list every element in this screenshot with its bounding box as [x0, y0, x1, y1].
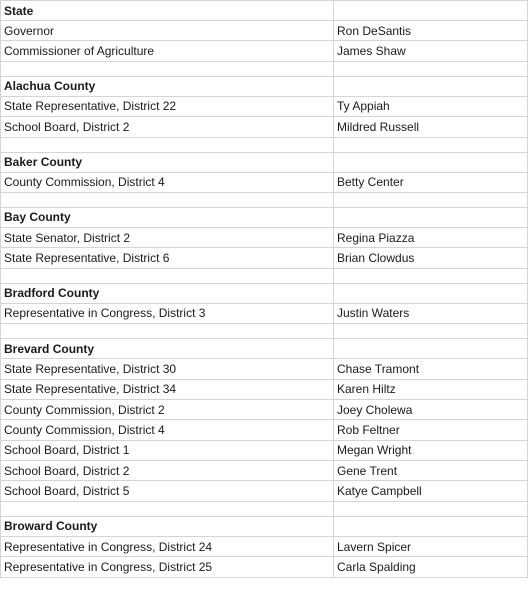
- table-row: [1, 481, 528, 501]
- candidate-cell: Lavern Spicer: [334, 536, 528, 556]
- empty-cell: [1, 61, 334, 76]
- empty-cell: [334, 501, 528, 516]
- table-row: [1, 96, 528, 116]
- table-row: [1, 172, 528, 192]
- section-heading: Alachua County: [1, 76, 334, 96]
- office-cell: School Board, District 2: [1, 117, 334, 137]
- office-cell: Governor: [1, 21, 334, 41]
- table-row: [1, 379, 528, 399]
- spacer-row: [1, 501, 528, 516]
- office-cell: State Representative, District 30: [1, 359, 334, 379]
- spacer-row: [1, 268, 528, 283]
- candidate-cell: Gene Trent: [334, 461, 528, 481]
- office-cell: State Representative, District 6: [1, 248, 334, 268]
- spacer-row: [1, 61, 528, 76]
- office-cell: County Commission, District 4: [1, 172, 334, 192]
- section-header-row: [1, 207, 528, 227]
- empty-cell: [334, 137, 528, 152]
- office-cell: Representative in Congress, District 3: [1, 303, 334, 323]
- spacer-row: [1, 324, 528, 339]
- table-row: [1, 248, 528, 268]
- empty-cell: [334, 324, 528, 339]
- candidate-cell: James Shaw: [334, 41, 528, 61]
- section-heading: Bay County: [1, 207, 334, 227]
- empty-cell: [334, 61, 528, 76]
- candidate-cell: Brian Clowdus: [334, 248, 528, 268]
- table-row: [1, 536, 528, 556]
- empty-cell: [334, 76, 528, 96]
- section-heading: State: [1, 1, 334, 21]
- empty-cell: [334, 339, 528, 359]
- empty-cell: [334, 152, 528, 172]
- empty-cell: [1, 324, 334, 339]
- section-header-row: [1, 516, 528, 536]
- candidate-cell: Joey Cholewa: [334, 399, 528, 419]
- office-cell: County Commission, District 4: [1, 420, 334, 440]
- office-cell: School Board, District 2: [1, 461, 334, 481]
- candidate-cell: Rob Feltner: [334, 420, 528, 440]
- table-row: [1, 227, 528, 247]
- section-header-row: [1, 283, 528, 303]
- table-row: [1, 117, 528, 137]
- empty-cell: [334, 516, 528, 536]
- candidate-cell: Carla Spalding: [334, 557, 528, 577]
- table-row: [1, 41, 528, 61]
- table-row: [1, 21, 528, 41]
- candidate-cell: Ron DeSantis: [334, 21, 528, 41]
- candidate-cell: Karen Hiltz: [334, 379, 528, 399]
- empty-cell: [334, 268, 528, 283]
- section-heading: Baker County: [1, 152, 334, 172]
- office-cell: School Board, District 5: [1, 481, 334, 501]
- table-body: [1, 1, 528, 578]
- empty-cell: [1, 137, 334, 152]
- section-header-row: [1, 1, 528, 21]
- section-heading: Broward County: [1, 516, 334, 536]
- table-row: [1, 303, 528, 323]
- empty-cell: [334, 283, 528, 303]
- section-header-row: [1, 152, 528, 172]
- office-cell: State Representative, District 34: [1, 379, 334, 399]
- candidate-cell: Mildred Russell: [334, 117, 528, 137]
- office-cell: State Representative, District 22: [1, 96, 334, 116]
- table-row: [1, 440, 528, 460]
- office-cell: State Senator, District 2: [1, 227, 334, 247]
- candidate-cell: Chase Tramont: [334, 359, 528, 379]
- section-header-row: [1, 76, 528, 96]
- candidate-cell: Regina Piazza: [334, 227, 528, 247]
- candidate-cell: Ty Appiah: [334, 96, 528, 116]
- section-header-row: [1, 339, 528, 359]
- office-cell: County Commission, District 2: [1, 399, 334, 419]
- empty-cell: [1, 268, 334, 283]
- table-row: [1, 399, 528, 419]
- office-cell: Representative in Congress, District 24: [1, 536, 334, 556]
- table-row: [1, 359, 528, 379]
- empty-cell: [334, 1, 528, 21]
- empty-cell: [334, 192, 528, 207]
- empty-cell: [334, 207, 528, 227]
- empty-cell: [1, 192, 334, 207]
- office-cell: School Board, District 1: [1, 440, 334, 460]
- spacer-row: [1, 192, 528, 207]
- candidate-cell: Katye Campbell: [334, 481, 528, 501]
- section-heading: Brevard County: [1, 339, 334, 359]
- office-cell: Representative in Congress, District 25: [1, 557, 334, 577]
- table-row: [1, 557, 528, 577]
- office-cell: Commissioner of Agriculture: [1, 41, 334, 61]
- candidate-cell: Megan Wright: [334, 440, 528, 460]
- table-row: [1, 461, 528, 481]
- empty-cell: [1, 501, 334, 516]
- section-heading: Bradford County: [1, 283, 334, 303]
- candidate-cell: Justin Waters: [334, 303, 528, 323]
- spacer-row: [1, 137, 528, 152]
- table-row: [1, 420, 528, 440]
- candidate-cell: Betty Center: [334, 172, 528, 192]
